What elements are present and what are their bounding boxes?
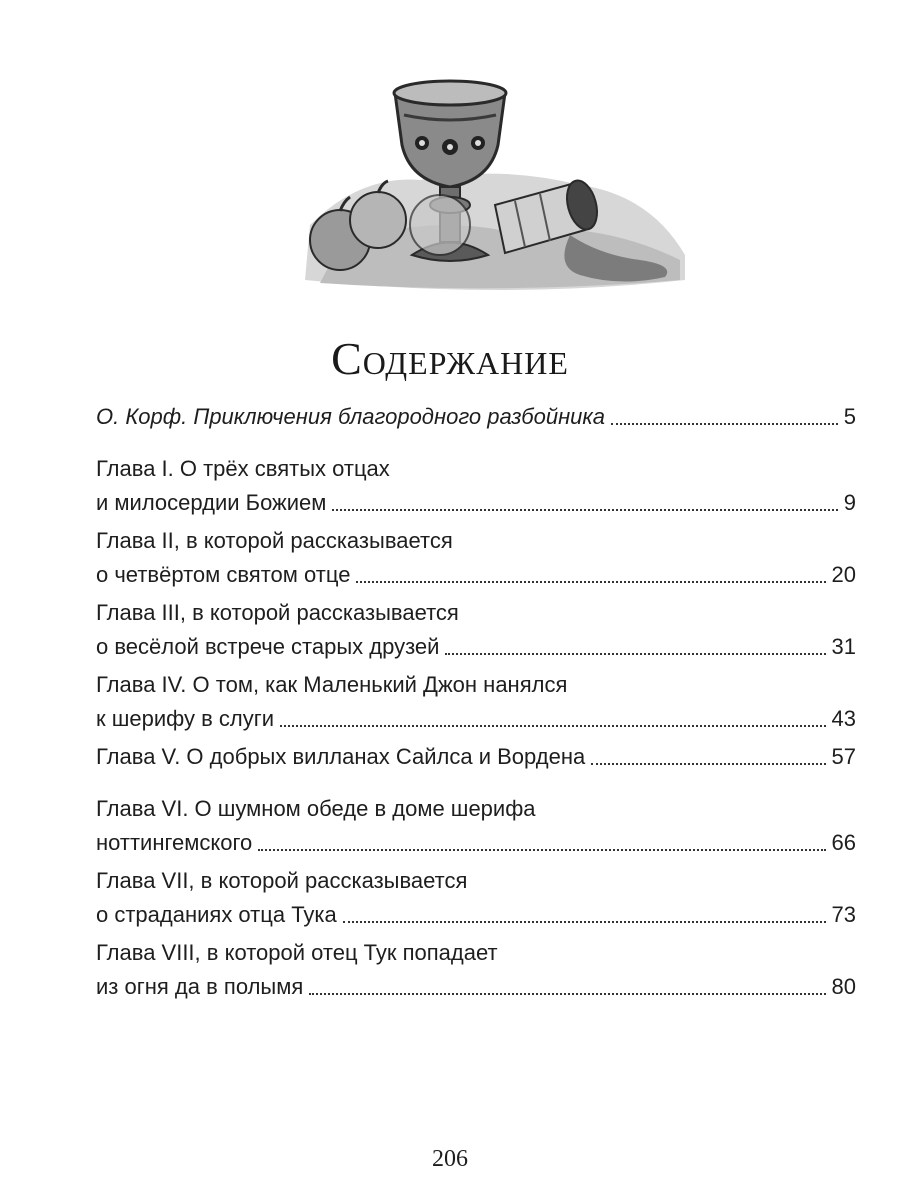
toc-page-number: 66 [831, 830, 856, 855]
toc-entry-title: Глава II, в которой рассказывается [96, 528, 453, 553]
dot-leader [343, 921, 826, 923]
page-title: Содержание [331, 333, 569, 384]
goblet-still-life-illustration [300, 55, 690, 300]
toc-entry-title: Глава VII, в которой рассказывается [96, 868, 468, 893]
toc-entry-title: Глава I. О трёх святых отцах [96, 456, 390, 481]
toc-entry-title-continued: к шерифу в слуги [96, 706, 275, 731]
toc-entry[interactable] [96, 936, 856, 1008]
toc-entry-title-continued: и милосердии Божием [96, 490, 327, 515]
toc-entry-title: О. Корф. Приключения благородного разбойника [96, 404, 606, 429]
toc-entry[interactable] [96, 740, 856, 792]
toc-entry-title: Глава IV. О том, как Маленький Джон нанялся [96, 672, 568, 697]
table-of-contents [96, 400, 856, 1008]
toc-entry[interactable] [96, 452, 856, 524]
dot-leader [332, 509, 837, 511]
dot-leader [258, 849, 825, 851]
toc-entry-title: Глава VI. О шумном обеде в доме шерифа [96, 796, 536, 821]
toc-entry[interactable] [96, 668, 856, 740]
toc-entry-title-continued: из огня да в полымя [96, 974, 304, 999]
toc-entry-title: Глава III, в которой рассказывается [96, 600, 459, 625]
toc-entry-title: Глава V. О добрых вилланах Сайлса и Вордена [96, 744, 586, 769]
dot-leader [280, 725, 825, 727]
toc-page-number: 20 [831, 562, 856, 587]
toc-page-number: 31 [831, 634, 856, 659]
page-number: 206 [432, 1146, 468, 1172]
toc-entry[interactable] [96, 524, 856, 596]
toc-entry-title-continued: ноттингемского [96, 830, 253, 855]
dot-leader [356, 581, 825, 583]
dot-leader [309, 993, 825, 995]
toc-page-number: 9 [843, 490, 856, 515]
toc-page-number: 5 [843, 404, 856, 429]
toc-entry[interactable] [96, 864, 856, 936]
toc-entry-title-continued: о страданиях отца Тука [96, 902, 337, 927]
toc-entry[interactable] [96, 596, 856, 668]
toc-entry[interactable] [96, 792, 856, 864]
toc-page-number: 80 [831, 974, 856, 999]
toc-page-number: 43 [831, 706, 856, 731]
toc-entry[interactable] [96, 400, 856, 452]
dot-leader [611, 423, 838, 425]
toc-page-number: 73 [831, 902, 856, 927]
toc-entry-title: Глава VIII, в которой отец Тук попадает [96, 940, 498, 965]
toc-page-number: 57 [831, 744, 856, 769]
toc-entry-title-continued: о четвёртом святом отце [96, 562, 351, 587]
toc-entry-title-continued: о весёлой встрече старых друзей [96, 634, 440, 659]
dot-leader [445, 653, 825, 655]
dot-leader [591, 763, 825, 765]
